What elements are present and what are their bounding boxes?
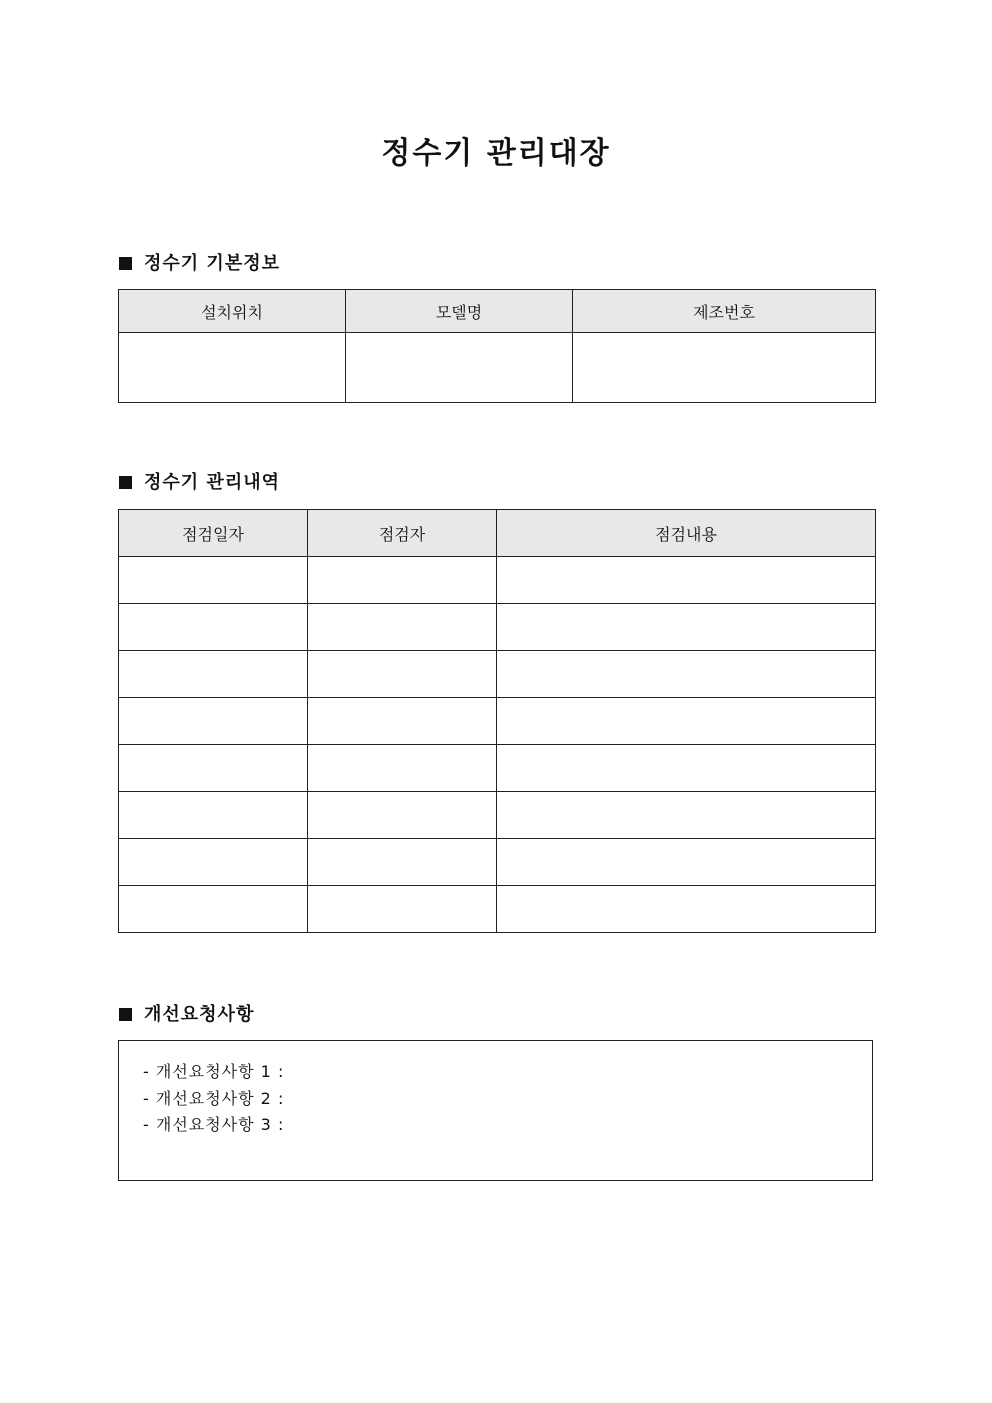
document-title: 정수기 관리대장 <box>381 136 611 171</box>
inspection-details-cell[interactable] <box>497 745 876 792</box>
serial-number-cell[interactable] <box>573 333 876 403</box>
table-row <box>119 839 876 886</box>
inspection-details-cell[interactable] <box>497 651 876 698</box>
basic-info-table <box>118 289 876 403</box>
inspection-details-cell[interactable] <box>497 839 876 886</box>
inspection-details-cell[interactable] <box>497 886 876 933</box>
inspection-date-cell[interactable] <box>119 604 308 651</box>
improvement-request-item-1: - 개선요청사항 1 : <box>143 1062 285 1081</box>
improvement-requests-heading <box>119 1002 254 1028</box>
improvement-request-item-2: - 개선요청사항 2 : <box>143 1088 285 1108</box>
inspection-details-cell[interactable] <box>497 698 876 745</box>
square-bullet-icon <box>119 257 132 270</box>
management-history-heading-text: 정수기 관리내역 <box>144 472 280 493</box>
improvement-requests-box[interactable] <box>118 1040 873 1181</box>
inspection-details-cell[interactable] <box>497 604 876 651</box>
inspector-cell[interactable] <box>308 792 497 839</box>
inspector-cell[interactable] <box>308 745 497 792</box>
inspector-cell[interactable] <box>308 839 497 886</box>
column-header-inspection-date: 점검일자 <box>119 510 308 557</box>
inspection-date-cell[interactable] <box>119 886 308 933</box>
inspection-date-cell[interactable] <box>119 557 308 604</box>
inspection-date-cell[interactable] <box>119 651 308 698</box>
model-name-cell[interactable] <box>346 333 573 403</box>
table-row <box>119 698 876 745</box>
square-bullet-icon <box>119 476 132 489</box>
management-history-heading <box>119 470 280 496</box>
column-header-install-location: 설치위치 <box>119 290 346 333</box>
inspector-cell[interactable] <box>308 557 497 604</box>
inspector-cell[interactable] <box>308 886 497 933</box>
table-row <box>119 792 876 839</box>
improvement-request-item-3: - 개선요청사항 3 : <box>143 1115 285 1134</box>
basic-info-heading <box>119 251 280 277</box>
square-bullet-icon <box>119 1008 132 1021</box>
column-header-serial-number: 제조번호 <box>573 290 876 333</box>
inspection-date-cell[interactable] <box>119 839 308 886</box>
install-location-cell[interactable] <box>119 333 346 403</box>
inspector-cell[interactable] <box>308 604 497 651</box>
inspection-date-cell[interactable] <box>119 792 308 839</box>
table-row <box>119 557 876 604</box>
column-header-inspection-details: 점검내용 <box>497 510 876 557</box>
inspection-date-cell[interactable] <box>119 698 308 745</box>
column-header-inspector: 점검자 <box>308 510 497 557</box>
table-row <box>119 604 876 651</box>
inspection-date-cell[interactable] <box>119 745 308 792</box>
inspector-cell[interactable] <box>308 651 497 698</box>
basic-info-header-row <box>119 290 876 333</box>
improvement-requests-heading-text: 개선요청사항 <box>144 1004 255 1025</box>
table-row <box>119 745 876 792</box>
inspection-details-cell[interactable] <box>497 792 876 839</box>
table-row <box>119 886 876 933</box>
basic-info-entry-row <box>119 333 876 403</box>
basic-info-heading-text: 정수기 기본정보 <box>144 253 280 274</box>
column-header-model-name: 모델명 <box>346 290 573 333</box>
inspector-cell[interactable] <box>308 698 497 745</box>
management-history-table <box>118 509 876 933</box>
inspection-details-cell[interactable] <box>497 557 876 604</box>
management-history-header-row <box>119 510 876 557</box>
table-row <box>119 651 876 698</box>
